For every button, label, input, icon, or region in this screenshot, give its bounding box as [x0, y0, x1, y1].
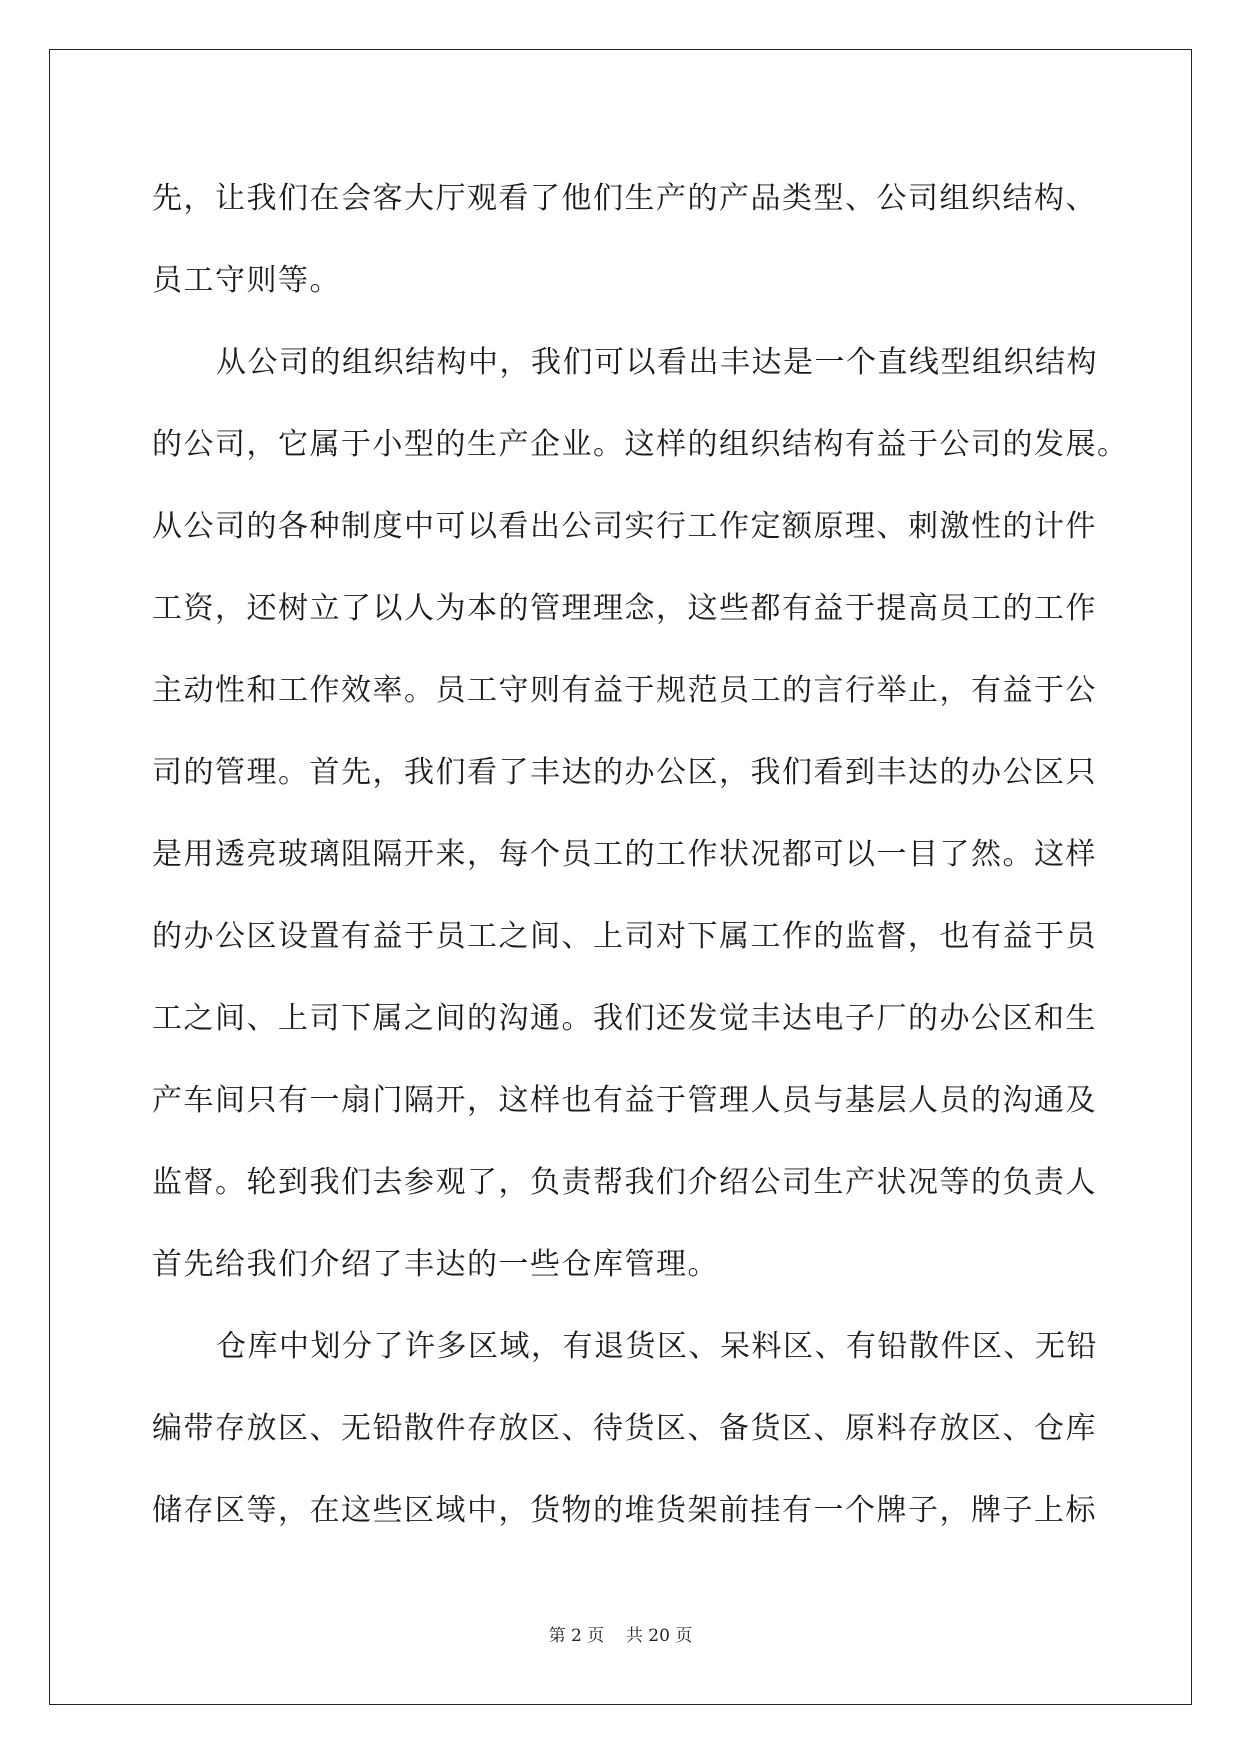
text-line: 编带存放区、无铅散件存放区、待货区、备货区、原料存放区、仓库	[152, 1411, 1097, 1446]
text-line: 储存区等，在这些区域中，货物的堆货架前挂有一个牌子，牌子上标	[152, 1493, 1097, 1528]
text-line: 先，让我们在会客大厅观看了他们生产的产品类型、公司组织结构、	[152, 181, 1097, 216]
paragraph-start-line: 从公司的组织结构中，我们可以看出丰达是一个直线型组织结构	[216, 345, 1098, 380]
paragraph-start-line: 仓库中划分了许多区域，有退货区、呆料区、有铅散件区、无铅	[216, 1329, 1098, 1364]
page-number-footer: 第 2 页 共 20 页	[548, 1626, 693, 1646]
text-line: 员工守则等。	[152, 263, 341, 298]
text-line: 工之间、上司下属之间的沟通。我们还发觉丰达电子厂的办公区和生	[152, 1001, 1097, 1036]
text-line: 的公司，它属于小型的生产企业。这样的组织结构有益于公司的发展。	[152, 427, 1129, 462]
text-line: 主动性和工作效率。员工守则有益于规范员工的言行举止，有益于公	[152, 673, 1097, 708]
text-line: 从公司的各种制度中可以看出公司实行工作定额原理、刺激性的计件	[152, 509, 1097, 544]
text-line: 首先给我们介绍了丰达的一些仓库管理。	[152, 1247, 719, 1282]
text-line: 监督。轮到我们去参观了，负责帮我们介绍公司生产状况等的负责人	[152, 1165, 1097, 1200]
document-body	[152, 158, 1129, 1552]
text-line: 产车间只有一扇门隔开，这样也有益于管理人员与基层人员的沟通及	[152, 1083, 1097, 1118]
text-line: 司的管理。首先，我们看了丰达的办公区，我们看到丰达的办公区只	[152, 755, 1097, 790]
text-line: 的办公区设置有益于员工之间、上司对下属工作的监督，也有益于员	[152, 919, 1097, 954]
text-line: 工资，还树立了以人为本的管理理念，这些都有益于提高员工的工作	[152, 591, 1097, 626]
text-line: 是用透亮玻璃阻隔开来，每个员工的工作状况都可以一目了然。这样	[152, 837, 1097, 872]
